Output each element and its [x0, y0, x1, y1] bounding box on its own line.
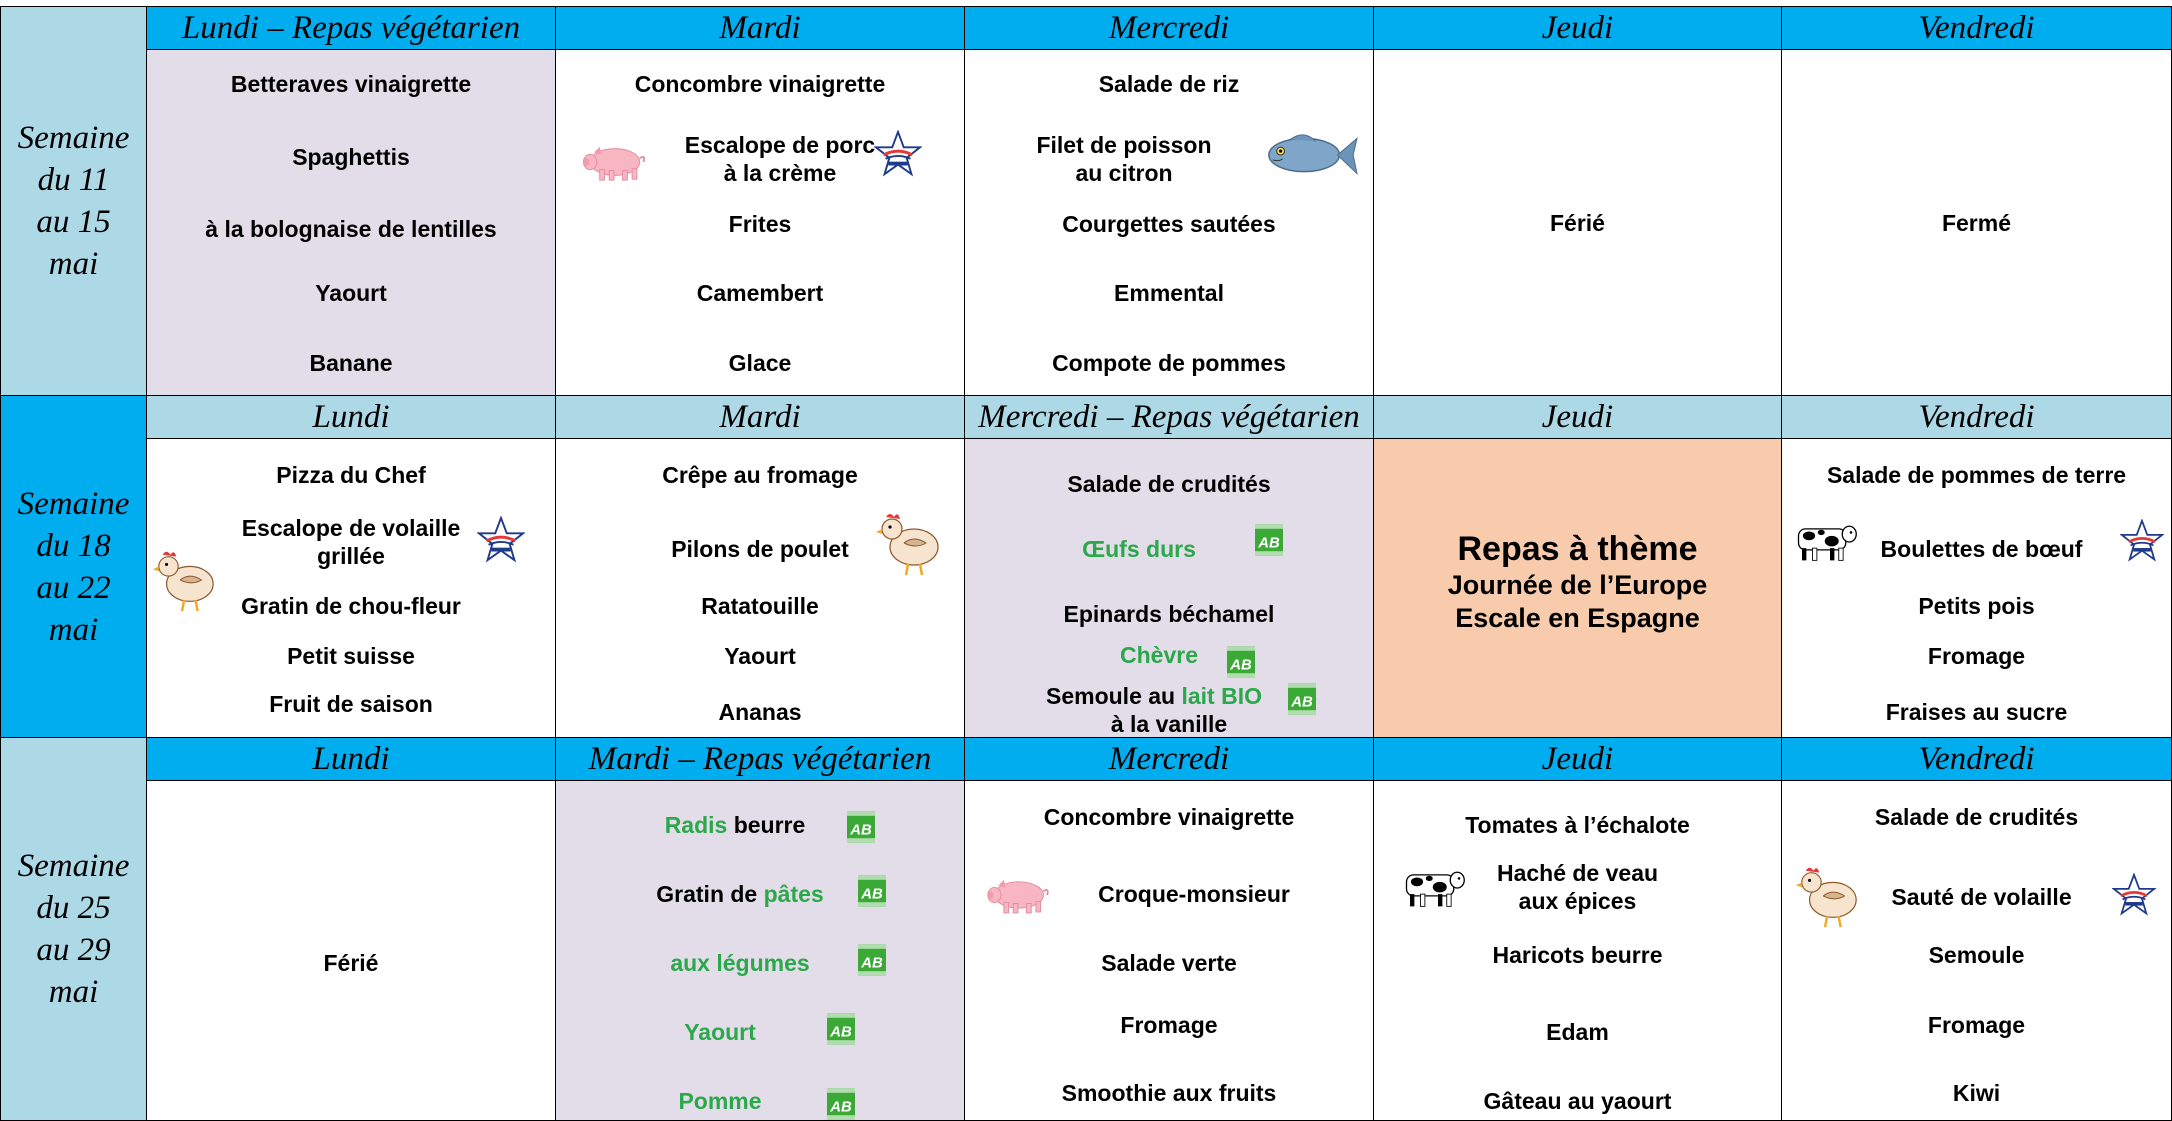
- menu-item-part: beurre: [727, 812, 806, 838]
- menu-item: Emmental: [1114, 280, 1224, 306]
- menu-item: aux épices: [1518, 888, 1637, 914]
- day-header-w1-fri: Vendredi: [1781, 6, 2172, 50]
- cow-icon: [1396, 865, 1466, 911]
- menu-item: Escalope de porc: [684, 132, 876, 158]
- menu-cell-w3-fri: [1781, 780, 2172, 1121]
- ab-organic-icon: [827, 1013, 855, 1045]
- day-header-w1-wed: Mercredi: [964, 6, 1374, 50]
- menu-cell-w1-mon: [146, 49, 556, 396]
- menu-item-organic: Radis: [664, 812, 728, 838]
- week-label-line: du 11: [37, 162, 110, 198]
- menu-item: Frites: [728, 211, 792, 237]
- week-label-line: Semaine: [17, 120, 130, 156]
- day-header-w2-tue: Mardi: [555, 395, 965, 439]
- menu-cell-w2-tue: [555, 438, 965, 738]
- menu-item: Epinards béchamel: [1063, 601, 1275, 627]
- week-label-line: mai: [48, 974, 99, 1010]
- week-label-2: [0, 395, 147, 738]
- menu-item: Ananas: [718, 699, 802, 725]
- week-label-line: mai: [48, 611, 99, 648]
- menu-item: Yaourt: [724, 643, 796, 669]
- menu-item: Salade de riz: [1098, 71, 1240, 97]
- menu-item: Pilons de poulet: [671, 536, 849, 562]
- menu-cell-w1-tue: [555, 49, 965, 396]
- pig-icon: [985, 874, 1051, 916]
- menu-item: Compote de pommes: [1052, 350, 1286, 376]
- day-header-w3-tue: Mardi – Repas végétarien: [555, 737, 965, 781]
- menu-item: Fraises au sucre: [1885, 699, 2068, 725]
- day-header-w2-fri: Vendredi: [1781, 395, 2172, 439]
- menu-item: Crêpe au fromage: [662, 462, 858, 488]
- menu-item: [965, 682, 1343, 710]
- week-label-line: du 18: [36, 527, 111, 564]
- week-label-line: du 25: [36, 890, 111, 926]
- day-header-w2-thu: Jeudi: [1373, 395, 1782, 439]
- week-label-1: [0, 6, 147, 396]
- cow-icon: [1788, 519, 1858, 565]
- ab-organic-icon: [858, 944, 886, 976]
- menu-item: Courgettes sautées: [1062, 211, 1276, 237]
- menu-item: Smoothie aux fruits: [1061, 1080, 1277, 1106]
- menu-item-organic: Pomme: [678, 1088, 762, 1114]
- ab-organic-icon: [827, 1088, 855, 1120]
- menu-cell-w2-mon: [146, 438, 556, 738]
- menu-item: Sauté de volaille: [1891, 884, 2072, 910]
- day-header-w2-mon: Lundi: [146, 395, 556, 439]
- origin-france-label-icon: [2120, 519, 2164, 563]
- menu-item: au citron: [1075, 160, 1173, 186]
- menu-item: Salade de crudités: [1067, 471, 1271, 497]
- ab-organic-icon: [858, 875, 886, 907]
- menu-cell-w1-thu: [1373, 49, 1782, 396]
- week-label-line: au 22: [36, 569, 111, 606]
- day-header-w3-mon: Lundi: [146, 737, 556, 781]
- chicken-icon: [151, 545, 219, 613]
- menu-item: Glace: [728, 350, 792, 376]
- menu-item: Semoule: [1928, 942, 2025, 968]
- closed-text: Férié: [323, 950, 379, 976]
- chicken-icon: [874, 507, 944, 577]
- menu-item: Ratatouille: [701, 593, 819, 619]
- menu-cell-w1-wed: [964, 49, 1374, 396]
- pig-icon: [580, 141, 648, 183]
- menu-item-part: Semoule au: [1046, 683, 1182, 709]
- week-label-line: au 15: [36, 204, 111, 240]
- day-header-w1-tue: Mardi: [555, 6, 965, 50]
- theme-title: Repas à thème: [1457, 530, 1698, 568]
- menu-cell-w3-mon: [146, 780, 556, 1121]
- ab-organic-icon: [847, 811, 875, 843]
- day-header-w3-fri: Vendredi: [1781, 737, 2172, 781]
- menu-item: Concombre vinaigrette: [1043, 804, 1295, 830]
- menu-item: Banane: [309, 350, 393, 376]
- menu-item-organic: pâtes: [763, 881, 824, 907]
- menu-item: Haricots beurre: [1492, 942, 1663, 968]
- menu-item: Petits pois: [1918, 593, 2035, 619]
- menu-cell-w2-fri: [1781, 438, 2172, 738]
- theme-subtitle: Escale en Espagne: [1455, 603, 1700, 633]
- menu-item: Camembert: [696, 280, 824, 306]
- menu-item: Salade de crudités: [1874, 804, 2079, 830]
- menu-cell-w3-thu: [1373, 780, 1782, 1121]
- week-label-3: [0, 737, 147, 1121]
- menu-item-organic: Chèvre: [1120, 642, 1198, 668]
- menu-item: Fromage: [1927, 1012, 2026, 1038]
- origin-france-label-icon: [2112, 873, 2156, 917]
- menu-item: Petit suisse: [287, 643, 415, 669]
- menu-item: Pizza du Chef: [276, 462, 426, 488]
- theme-meal-cell: [1373, 438, 1782, 738]
- day-header-w1-mon: Lundi – Repas végétarien: [146, 6, 556, 50]
- menu-item: grillée: [317, 543, 385, 569]
- ab-organic-icon: [1227, 646, 1255, 678]
- week-label-line: mai: [48, 246, 99, 282]
- menu-item: à la bolognaise de lentilles: [205, 216, 497, 242]
- fish-icon: [1261, 130, 1359, 180]
- week-label-line: Semaine: [17, 485, 130, 522]
- menu-item: Fruit de saison: [269, 691, 433, 717]
- menu-cell-w2-wed: [964, 438, 1374, 738]
- menu-item-organic: Œufs durs: [1082, 536, 1196, 562]
- menu-item-organic: Yaourt: [684, 1019, 756, 1045]
- day-header-w3-wed: Mercredi: [964, 737, 1374, 781]
- origin-france-label-icon: [477, 516, 525, 564]
- menu-item-organic: lait BIO: [1181, 683, 1262, 709]
- menu-item: Escalope de volaille: [241, 515, 461, 541]
- menu-item: Salade de pommes de terre: [1826, 462, 2127, 488]
- menu-item-part: Gratin de: [656, 881, 764, 907]
- origin-france-label-icon: [874, 130, 922, 178]
- menu-cell-w1-fri: [1781, 49, 2172, 396]
- menu-item: Croque-monsieur: [1098, 881, 1290, 907]
- menu-item: Boulettes de bœuf: [1880, 536, 2083, 562]
- day-header-w3-thu: Jeudi: [1373, 737, 1782, 781]
- menu-item: Tomates à l’échalote: [1465, 812, 1690, 838]
- menu-item: Concombre vinaigrette: [634, 71, 886, 97]
- week-label-line: Semaine: [17, 848, 130, 884]
- menu-item: Yaourt: [315, 280, 387, 306]
- menu-item: Fromage: [1927, 643, 2026, 669]
- closed-text: Férié: [1550, 210, 1605, 236]
- menu-item: Filet de poisson: [1036, 132, 1212, 158]
- day-header-w2-wed: Mercredi – Repas végétarien: [964, 395, 1374, 439]
- menu-cell-w3-tue: [555, 780, 965, 1121]
- ab-organic-icon: [1255, 524, 1283, 556]
- menu-item-organic: aux légumes: [670, 950, 810, 976]
- menu-item: Haché de veau: [1496, 860, 1659, 886]
- menu-cell-w3-wed: [964, 780, 1374, 1121]
- theme-subtitle: Journée de l’Europe: [1447, 570, 1708, 600]
- closed-text: Fermé: [1941, 210, 2012, 236]
- day-header-w1-thu: Jeudi: [1373, 6, 1782, 50]
- menu-item: Edam: [1546, 1019, 1609, 1045]
- menu-item: à la vanille: [1110, 711, 1228, 737]
- chicken-icon: [1794, 861, 1862, 929]
- menu-item: à la crème: [723, 160, 837, 186]
- menu-item: Fromage: [1120, 1012, 1218, 1038]
- menu-item: Spaghettis: [292, 144, 410, 170]
- menu-item: Betteraves vinaigrette: [230, 71, 472, 97]
- menu-item: Kiwi: [1952, 1080, 2001, 1106]
- week-label-line: au 29: [36, 932, 111, 968]
- menu-item: Gâteau au yaourt: [1483, 1088, 1672, 1114]
- menu-item: Salade verte: [1101, 950, 1237, 976]
- menu-item: Gratin de chou-fleur: [241, 593, 461, 619]
